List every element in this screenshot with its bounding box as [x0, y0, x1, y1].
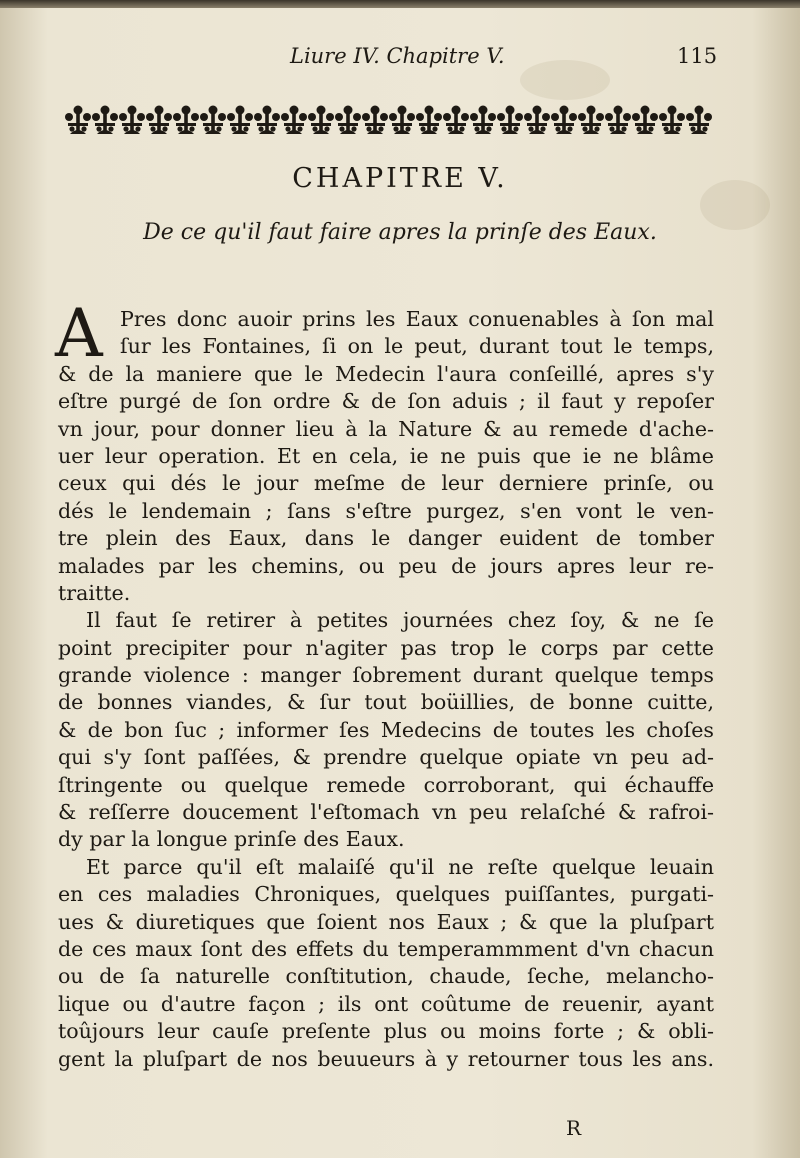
- page-number: 115: [677, 44, 718, 68]
- fleuron-icon: [254, 106, 280, 135]
- text-line: eſtre purgé de ſon ordre & de ſon aduis ; il faut y repoſer: [58, 389, 714, 414]
- text-line: ues & diuretiques que ſoient nos Eaux ; & que la pluſpart: [58, 909, 714, 934]
- text-line: Pres donc auoir prins les Eaux conuenables à ſon mal: [120, 307, 714, 331]
- fleuron-icon: [335, 106, 361, 135]
- text-line: grande violence : manger ſobrement durant quelque temps: [58, 663, 714, 688]
- fleuron-icon: [146, 106, 172, 135]
- text-line: lique ou d'autre façon ; ils ont coûtume de reuenir, ayant: [58, 991, 714, 1016]
- running-head: [0, 44, 800, 74]
- body-text: [55, 295, 714, 1073]
- text-line: en ces maladies Chroniques, quelques puiſſantes, purgati-: [58, 882, 714, 907]
- text-line: dy par la longue prinſe des Eaux.: [58, 827, 405, 852]
- fleuron-icon: [632, 106, 658, 135]
- text-line: & de bon ſuc ; informer ſes Medecins de toutes les choſes: [58, 717, 714, 742]
- text-line: ceux qui dés le jour meſme de leur derniere prinſe, ou: [58, 471, 714, 496]
- fleuron-icon: [173, 106, 199, 135]
- text-line: point precipiter pour n'agiter pas trop le corps par cette: [58, 635, 714, 660]
- text-line: de bonnes viandes, & ſur tout boüillies, de bonne cuitte,: [58, 690, 714, 715]
- fleuron-icon: [470, 106, 496, 135]
- text-line: & reſſerre doucement l'eſtomach vn peu relaſché & rafroi-: [58, 800, 714, 825]
- catchword: R: [566, 1116, 582, 1140]
- text-line: tre plein des Eaux, dans le danger euident de tomber: [58, 526, 714, 551]
- fleuron-icon: [281, 106, 307, 135]
- fleuron-icon: [200, 106, 226, 135]
- fleuron-icon: [578, 106, 604, 135]
- text-line: Il faut ſe retirer à petites journées chez ſoy, & ne ſe: [86, 608, 714, 633]
- fleuron-icon: [362, 106, 388, 135]
- text-line: malades par les chemins, ou peu de jours apres leur re-: [58, 553, 714, 578]
- fleuron-icon: [659, 106, 685, 135]
- fleuron-icon: [119, 106, 145, 135]
- page-top-edge: [0, 0, 800, 8]
- text-line: traitte.: [58, 580, 131, 605]
- fleuron-icon: [551, 106, 577, 135]
- chapter-subtitle: De ce qu'il faut faire apres la prinſe des Eaux.: [143, 220, 657, 245]
- fleuron-icon: [65, 106, 91, 135]
- text-line: ou de ſa naturelle conſtitution, chaude, ſeche, melancho-: [58, 964, 714, 989]
- fleuron-icon: [605, 106, 631, 135]
- chapter-heading: CHAPITRE V.: [292, 163, 508, 194]
- text-line: de ces maux ſont des effets du temperammment d'vn chacun: [58, 936, 714, 961]
- fleuron-icon: [524, 106, 550, 135]
- running-head-title: Liure IV. Chapitre V.: [290, 44, 505, 68]
- text-line: toûjours leur cauſe preſente plus ou moins forte ; & obli-: [58, 1019, 714, 1044]
- text-line: & de la maniere que le Medecin l'aura conſeillé, apres s'y: [58, 361, 714, 386]
- text-line: gent la pluſpart de nos beuueurs à y retourner tous les ans.: [58, 1046, 714, 1071]
- fleuron-icon: [416, 106, 442, 135]
- drop-cap: A: [55, 295, 103, 372]
- fleuron-icon: [497, 106, 523, 135]
- text-line: qui s'y ſont paſſées, & prendre quelque opiate vn peu ad-: [58, 745, 714, 770]
- text-line: dés le lendemain ; ſans s'eſtre purgez, s'en vont le ven-: [58, 498, 714, 523]
- text-line: vn jour, pour donner lieu à la Nature & au remede d'ache-: [58, 416, 714, 441]
- fleuron-icon: [686, 106, 712, 135]
- fleuron-icon: [227, 106, 253, 135]
- text-line: ſtringente ou quelque remede corroborant, qui échauffe: [58, 772, 714, 797]
- fleuron-band-ornament: [64, 100, 714, 140]
- text-line: ſur les Fontaines, ſi on le peut, durant tout le temps,: [120, 334, 714, 359]
- fleuron-icon: [92, 106, 118, 135]
- fleuron-icon: [389, 106, 415, 135]
- fleuron-icon: [443, 106, 469, 135]
- text-line: Et parce qu'il eſt malaiſé qu'il ne reſte quelque leuain: [86, 854, 714, 879]
- text-line: uer leur operation. Et en cela, ie ne puis que ie ne blâme: [58, 443, 714, 468]
- fleuron-icon: [308, 106, 334, 135]
